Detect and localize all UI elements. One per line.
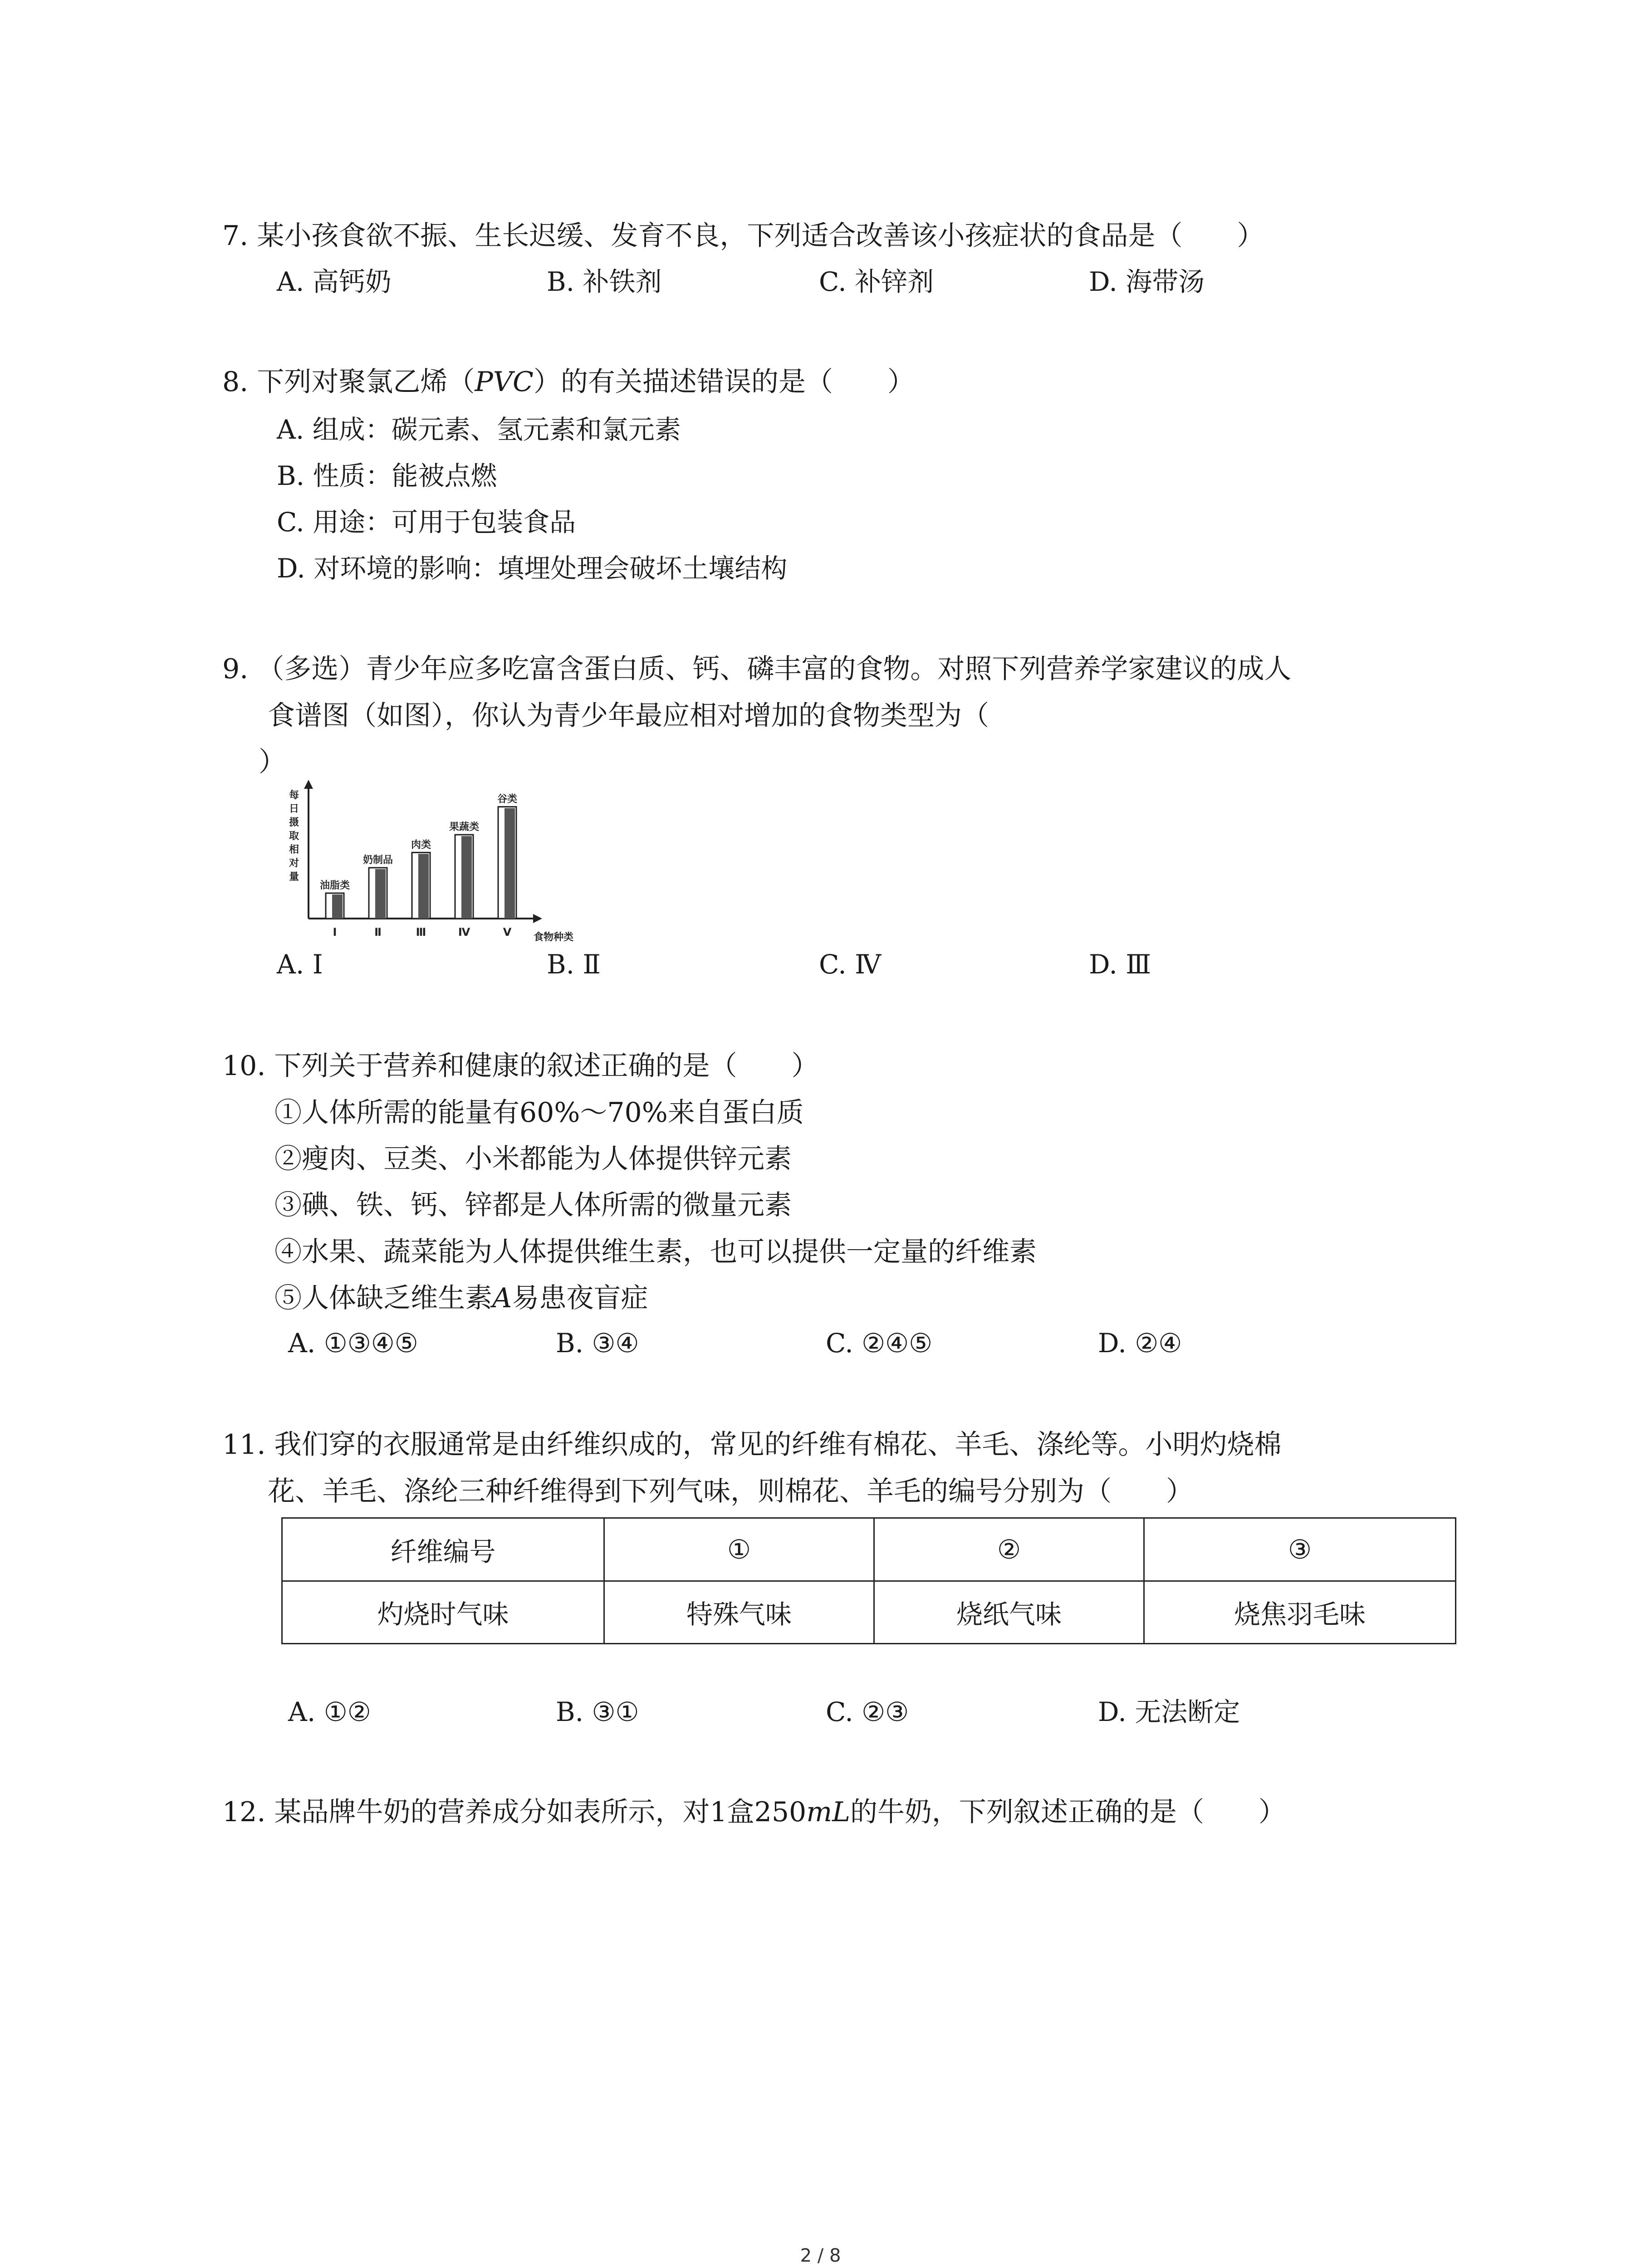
- q8-stem: [222, 368, 915, 396]
- y-axis-arrow: [304, 780, 313, 789]
- q11-option-a: A. ①②: [288, 1696, 371, 1727]
- table-row: [282, 1581, 1456, 1644]
- table-row: [282, 1518, 1456, 1581]
- y-axis-label-text: 每日摄取相对量: [289, 790, 299, 883]
- y-axis-label: [289, 789, 299, 883]
- q9-stem-line3: ）: [259, 746, 286, 778]
- q10-item-5-prefix: ⑤人体缺乏维生素: [274, 1282, 492, 1314]
- q10-stem: 10. 下列关于营养和健康的叙述正确的是（ ）: [222, 1050, 819, 1082]
- q11-stem-line2: 花、羊毛、涤纶三种纤维得到下列气味，则棉花、羊毛的编号分别为（ ）: [268, 1476, 1193, 1507]
- table-cell: 灼烧时气味: [282, 1581, 604, 1644]
- bar-label: 肉类: [411, 839, 431, 851]
- bar-label: 奶制品: [362, 855, 393, 866]
- bar-shade: [375, 869, 386, 919]
- bar-shade: [461, 836, 472, 919]
- bar-label: 油脂类: [319, 880, 350, 891]
- q11-option-c: C. ②③: [826, 1696, 909, 1727]
- table-cell: 特殊气味: [604, 1581, 874, 1644]
- q10-option-b: B. ③④: [556, 1328, 639, 1359]
- q10-item-3: ③碘、铁、钙、锌都是人体所需的微量元素: [274, 1189, 792, 1221]
- q9-option-d: D. Ⅲ: [1089, 949, 1151, 980]
- q9-option-a: A. Ⅰ: [277, 949, 323, 980]
- q10-item-1: ①人体所需的能量有60%～70%来自蛋白质: [274, 1097, 804, 1129]
- q12-stem-prefix: 12. 某品牌牛奶的营养成分如表所示，对1盒250: [222, 1796, 807, 1828]
- x-axis-label: 食物种类: [533, 932, 574, 943]
- page-number: 2 / 8: [800, 2245, 841, 2266]
- q10-option-d: D. ②④: [1098, 1328, 1182, 1359]
- q12-stem-suffix: 的牛奶，下列叙述正确的是（ ）: [850, 1796, 1286, 1828]
- x-tick-label: Ⅱ: [374, 926, 382, 938]
- q8-stem-prefix: 8. 下列对聚氯乙烯（: [222, 366, 475, 398]
- table-cell: ③: [1144, 1518, 1456, 1581]
- q7-option-d: D. 海带汤: [1089, 266, 1205, 297]
- x-tick-label: Ⅴ: [503, 926, 512, 938]
- q10-item-5-suffix: 易患夜盲症: [512, 1282, 648, 1314]
- bar-shade: [505, 808, 515, 919]
- q10-option-c: C. ②④⑤: [826, 1328, 933, 1359]
- x-tick-label: Ⅰ: [333, 926, 337, 938]
- q10-item-4: ④水果、蔬菜能为人体提供维生素，也可以提供一定量的纤维素: [274, 1236, 1037, 1268]
- q8-stem-suffix: ）的有关描述错误的是（ ）: [533, 366, 915, 398]
- fiber-odor-table: [281, 1517, 1456, 1644]
- bar-label: 谷类: [497, 793, 518, 805]
- q10-item-5-vitamin: A: [492, 1282, 512, 1314]
- q11-option-b: B. ③①: [556, 1696, 639, 1727]
- q10-item-5: [274, 1282, 648, 1314]
- bar-shade: [332, 894, 343, 919]
- q12-stem-unit: mL: [806, 1796, 850, 1828]
- q10-option-a: A. ①③④⑤: [288, 1328, 418, 1359]
- table-cell: 纤维编号: [282, 1518, 604, 1581]
- q8-option-a: A. 组成：碳元素、氢元素和氯元素: [277, 414, 681, 445]
- table-cell: ①: [604, 1518, 874, 1581]
- table-cell: 烧焦羽毛味: [1144, 1581, 1456, 1644]
- q7-option-a: A. 高钙奶: [277, 266, 392, 297]
- q7-option-b: B. 补铁剂: [547, 266, 662, 297]
- q8-option-d: D. 对环境的影响：填埋处理会破坏土壤结构: [277, 553, 788, 584]
- q10-item-2: ②瘦肉、豆类、小米都能为人体提供锌元素: [274, 1143, 792, 1175]
- q7-option-c: C. 补锌剂: [819, 266, 934, 297]
- table-cell: ②: [874, 1518, 1144, 1581]
- bar-label: 果蔬类: [449, 821, 480, 833]
- food-intake-bar-chart: [281, 778, 599, 950]
- q11-stem-line1: 11. 我们穿的衣服通常是由纤维织成的，常见的纤维有棉花、羊毛、涤纶等。小明灼烧棉: [222, 1429, 1282, 1461]
- q12-stem: [222, 1796, 1286, 1828]
- q9-stem-line2: 食谱图（如图），你认为青少年最应相对增加的食物类型为（: [268, 700, 989, 732]
- q9-option-c: C. Ⅳ: [819, 949, 882, 980]
- bar-shade: [418, 854, 429, 919]
- q11-option-d: D. 无法断定: [1098, 1696, 1240, 1727]
- x-tick-label: Ⅲ: [416, 926, 426, 938]
- q9-option-b: B. Ⅱ: [547, 949, 601, 980]
- q8-option-c: C. 用途：可用于包装食品: [277, 507, 576, 538]
- q9-stem-line1: 9. （多选）青少年应多吃富含蛋白质、钙、磷丰富的食物。对照下列营养学家建议的成人: [222, 653, 1292, 685]
- q8-option-b: B. 性质：能被点燃: [277, 460, 497, 491]
- x-tick-label: Ⅳ: [458, 926, 470, 938]
- table-cell: 烧纸气味: [874, 1581, 1144, 1644]
- q7-stem: 7. 某小孩食欲不振、生长迟缓、发育不良，下列适合改善该小孩症状的食品是（ ）: [222, 220, 1264, 252]
- q8-stem-pvc: PVC: [475, 366, 534, 398]
- x-axis-arrow: [533, 914, 542, 923]
